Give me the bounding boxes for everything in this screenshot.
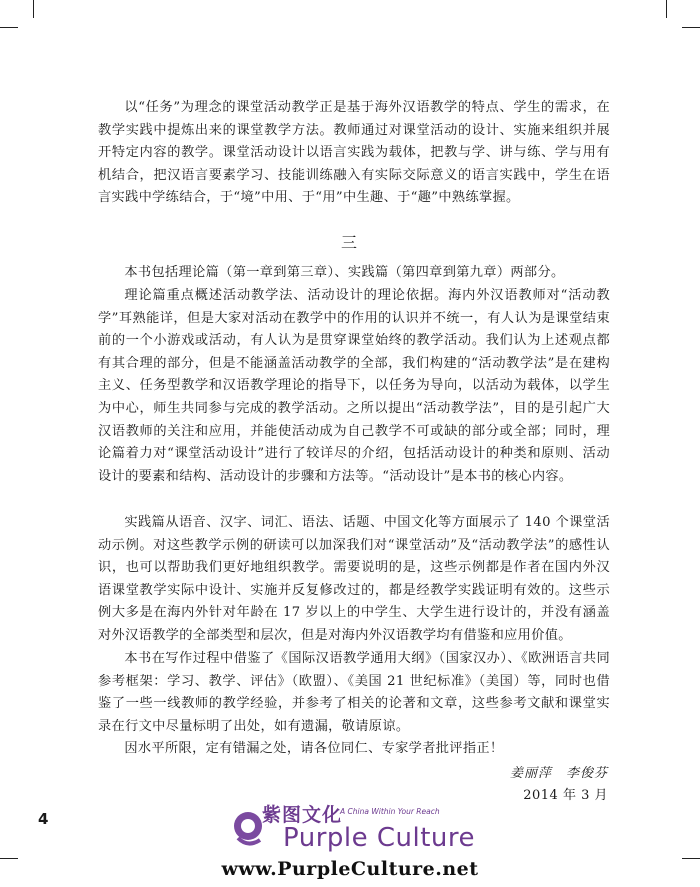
brand-chinese-name: 紫图文化 — [262, 804, 343, 826]
paragraph: 实践篇从语音、汉字、词汇、语法、话题、中国文化等方面展示了 140 个课堂活动示例。对这些教学示例的研读可以加深我们对“课堂活动”及“活动教学法”的感性认识，也可以帮助我们更好地组织教学。需要说明的是，这些示例都是作者在国内外汉语课堂教学实际中设计、实施并反复修改过的，都是经教学实践证明有效的。这些示例大多是在海内外针对年龄在 17 岁以上的中学生、大学生进行设计的，并没有涵盖对外汉语教学的全部类型和层次，但是对海内外汉语教学均有借鉴和应用价值。 — [98, 515, 610, 643]
paragraph: 本书在写作过程中借鉴了《国际汉语教学通用大纲》（国家汉办）、《欧洲语言共同参考框架：学习、教学、评估》（欧盟）、《美国 21 世纪标准》（美国）等，同时也借鉴了一些一线教师的教学经验，并参考了相关的论著和文章，这些参考文献和课堂实录在行文中尽量标明了出处，如有遗漏，敬请原谅。 — [98, 651, 610, 734]
crop-mark — [33, 0, 34, 18]
crop-mark — [666, 0, 667, 18]
brand-url[interactable]: www.PurpleCulture.net — [221, 858, 479, 880]
paragraph: 本书包括理论篇（第一章到第三章）、实践篇（第四章到第九章）两部分。 — [124, 265, 565, 280]
crop-mark — [682, 27, 700, 28]
paragraph: 以“任务”为理念的课堂活动教学正是基于海外汉语教学的特点、学生的需求，在教学实践中提炼出来的课堂教学方法。教师通过对课堂活动的设计、实施来组织并展开特定内容的教学。课堂活动设计以语言实践为载体，把教与学、讲与练、学与用有机结合，把汉语言要素学习、技能训练融入有实际交际意义的语言实践中，学生在语言实践中学练结合，于“境”中用、于“用”中生趣、于“趣”中熟练掌握。 — [98, 100, 610, 206]
page-number: 4 — [38, 810, 49, 828]
crop-mark — [0, 27, 18, 28]
paragraph: 因水平所限，定有错漏之处，请各位同仁、专家学者批评指正！ — [124, 741, 504, 756]
brand-english-name: Purple Culture — [283, 823, 476, 853]
author-signature: 姜丽萍 李俊芬 — [509, 766, 608, 781]
section-heading: 三 — [340, 233, 359, 252]
brand-tagline: A China Within Your Reach — [340, 807, 440, 816]
date: 2014 年 3 月 — [523, 788, 608, 803]
paragraph: 理论篇重点概述活动教学法、活动设计的理论依据。海内外汉语教师对“活动教学”耳熟能详，但是大家对活动在教学中的作用的认识并不统一，有人认为是课堂结束前的一个小游戏或活动，有人认为是贯穿课堂始终的教学活动。我们认为上述观点都有其合理的部分，但是不能涵盖活动教学的全部，我们构建的“活动教学法”是在建构主义、任务型教学和汉语教学理论的指导下，以任务为导向，以活动为载体，以学生为中心，师生共同参与完成的教学活动。之所以提出“活动教学法”，目的是引起广大汉语教师的关注和应用，并能使活动成为自己教学不可或缺的部分或全部；同时，理论篇着力对“课堂活动设计”进行了较详尽的介绍，包括活动设计的种类和原则、活动设计的要素和结构、活动设计的步骤和方法等。“活动设计”是本书的核心内容。 — [98, 288, 610, 484]
